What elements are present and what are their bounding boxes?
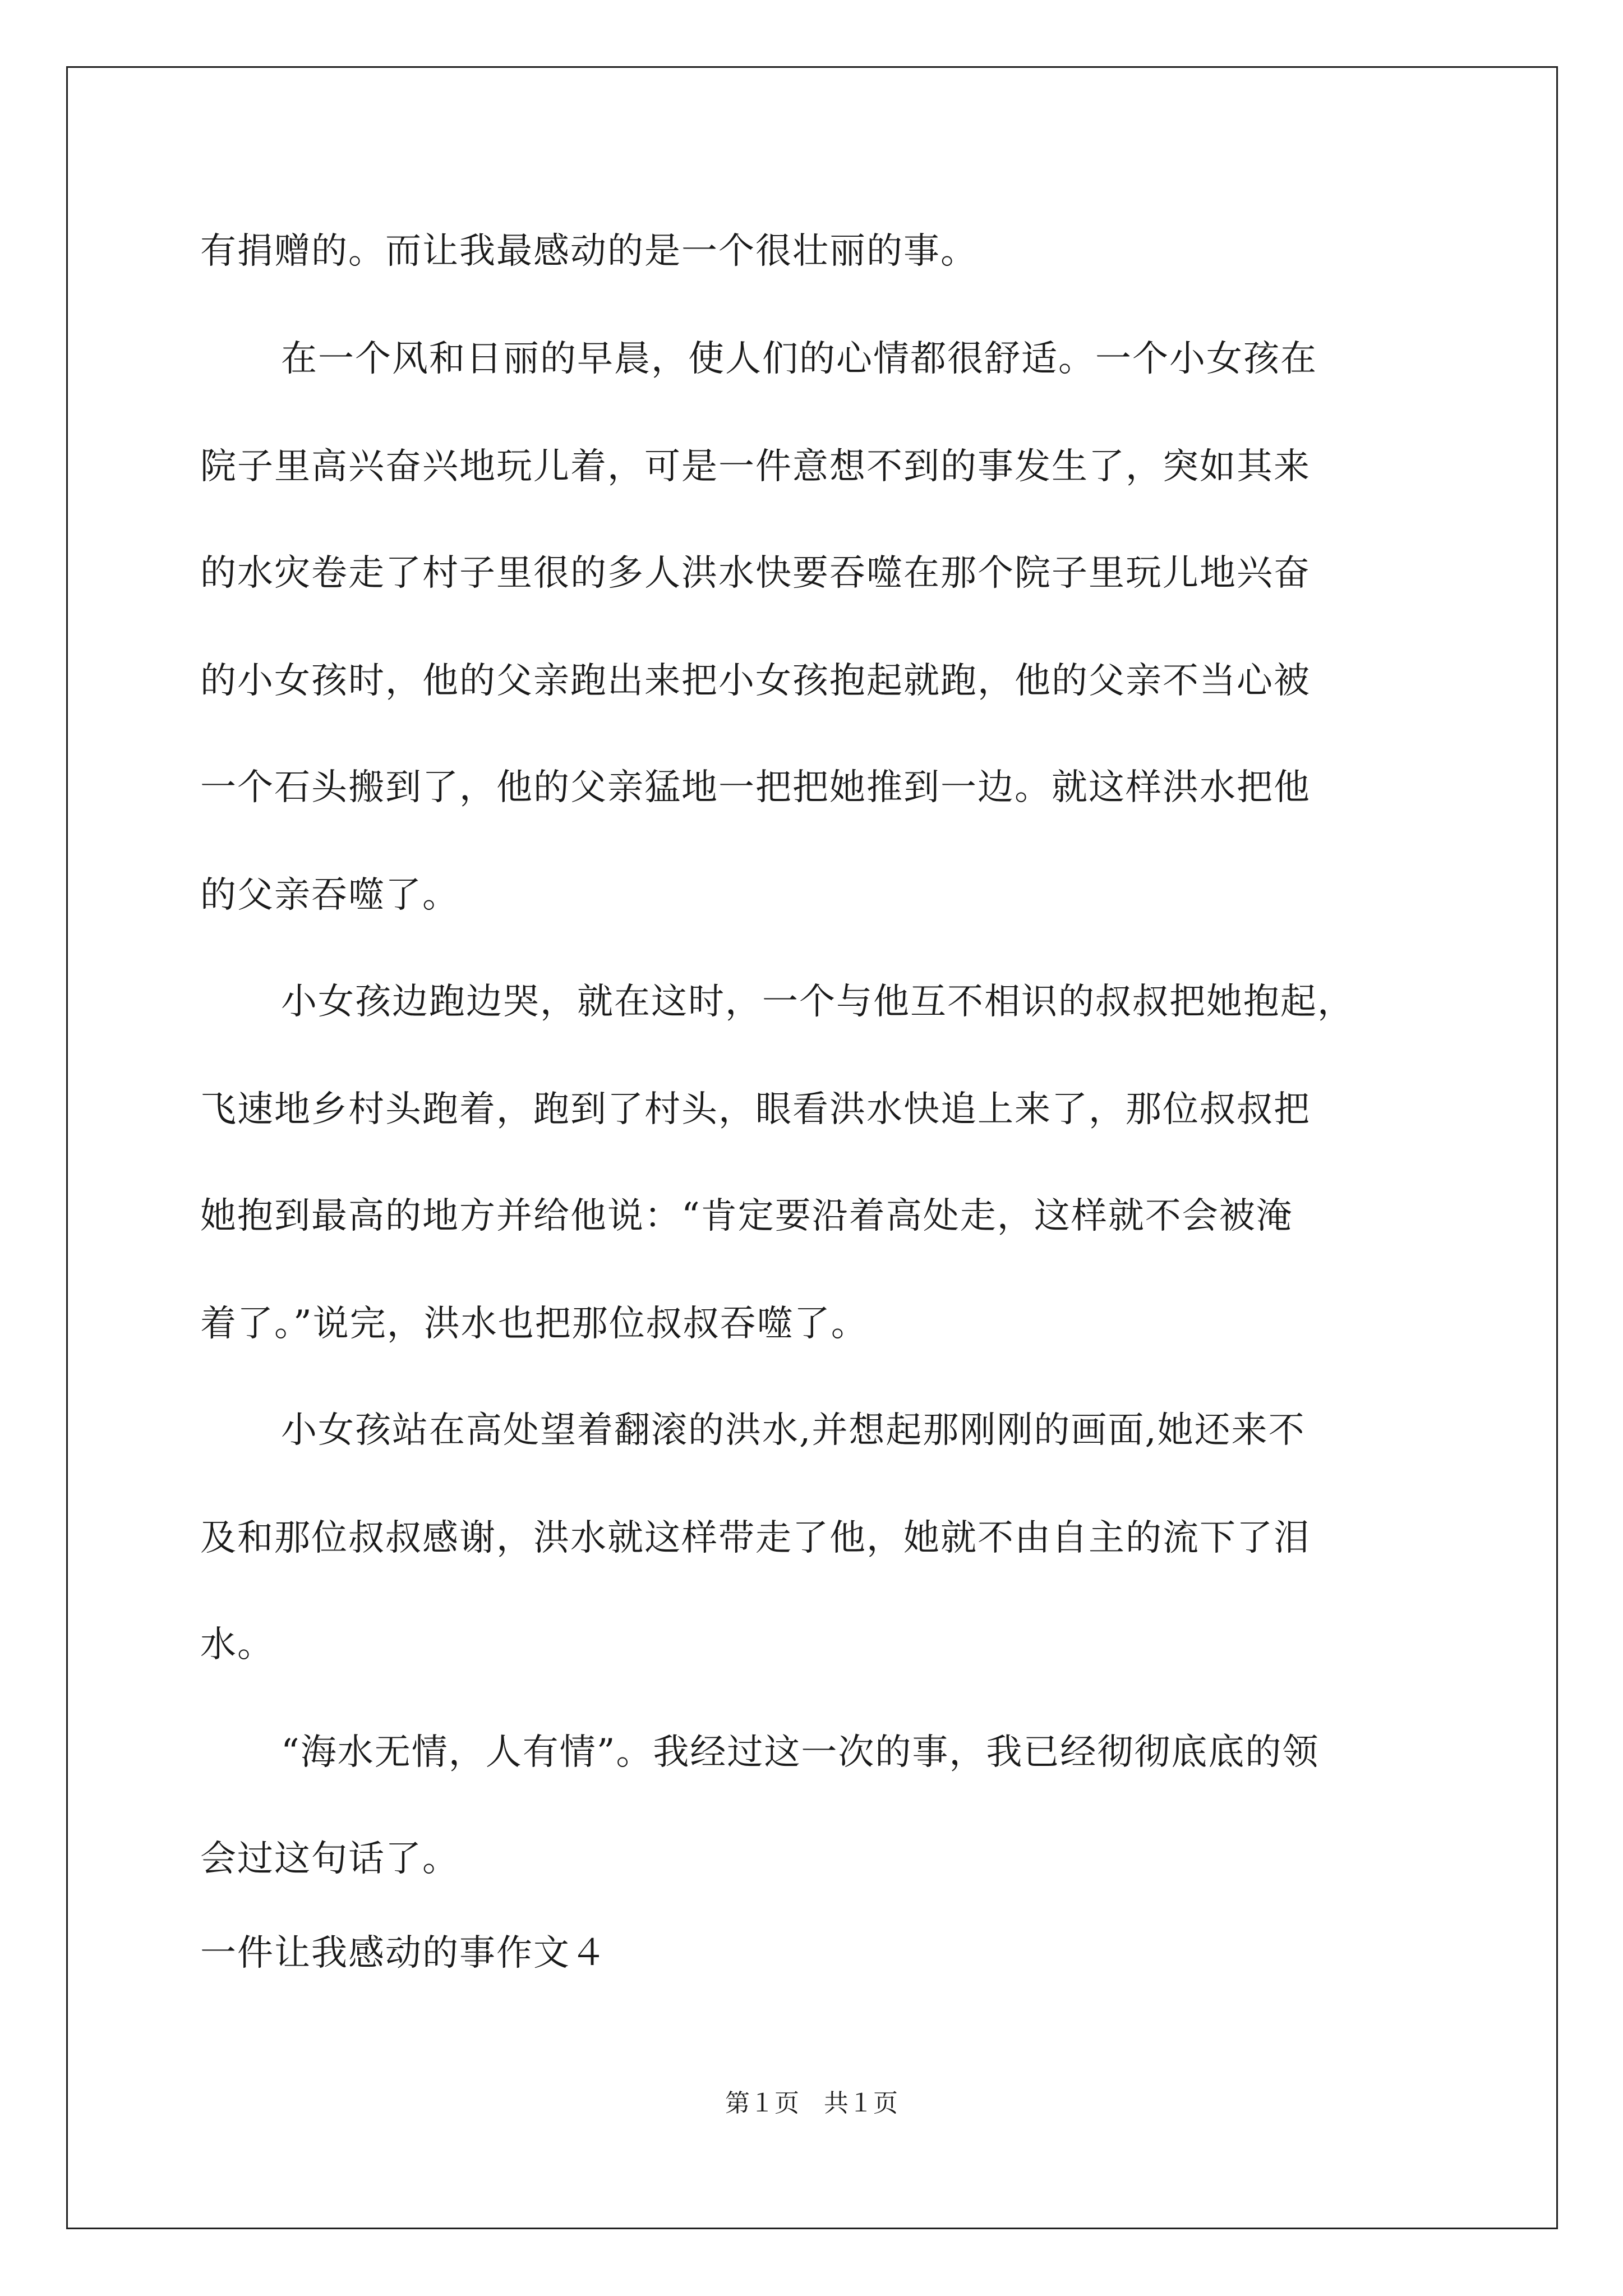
text-line: 有捐赠的。而让我最感动的是一个很壮丽的事。 <box>200 231 978 272</box>
page-border <box>66 66 1558 2229</box>
paragraph-start-line: 在一个风和日丽的早晨，使人们的心情都很舒适。一个小女孩在 <box>281 338 1317 380</box>
page-footer: 第１页 共１页 <box>725 2090 898 2117</box>
text-line: 的父亲吞噬了。 <box>200 875 459 916</box>
text-line: 着了。”说完，洪水也把那位叔叔吞噬了。 <box>200 1303 868 1345</box>
text-line: 的水灾卷走了村子里很的多人洪水快要吞噬在那个院子里玩儿地兴奋 <box>200 553 1311 594</box>
text-line: 水。 <box>200 1624 274 1665</box>
paragraph-start-line: “海水无情，人有情”。我经过这一次的事，我已经彻彻底底的领 <box>281 1732 1320 1773</box>
text-line: 院子里高兴奋兴地玩儿着，可是一件意想不到的事发生了，突如其来 <box>200 446 1311 487</box>
text-line: 及和那位叔叔感谢，洪水就这样带走了他，她就不由自主的流下了泪 <box>200 1517 1311 1559</box>
text-line: 会过这句话了。 <box>200 1838 459 1880</box>
text-line: 一个石头搬到了，他的父亲猛地一把把她推到一边。就这样洪水把他 <box>200 767 1311 808</box>
text-line: 的小女孩时，他的父亲跑出来把小女孩抱起就跑，他的父亲不当心被 <box>200 660 1311 702</box>
text-line: 飞速地乡村头跑着，跑到了村头，眼看洪水快追上来了，那位叔叔把 <box>200 1089 1311 1130</box>
paragraph-start-line: 小女孩边跑边哭，就在这时，一个与他互不相识的叔叔把她抱起， <box>281 981 1354 1023</box>
section-heading: 一件让我感动的事作文４ <box>200 1932 607 1974</box>
text-line: 她抱到最高的地方并给他说：“肯定要沿着高处走，这样就不会被淹 <box>200 1195 1293 1237</box>
paragraph-start-line: 小女孩站在高处望着翻滚的洪水,并想起那刚刚的画面,她还来不 <box>281 1410 1306 1451</box>
